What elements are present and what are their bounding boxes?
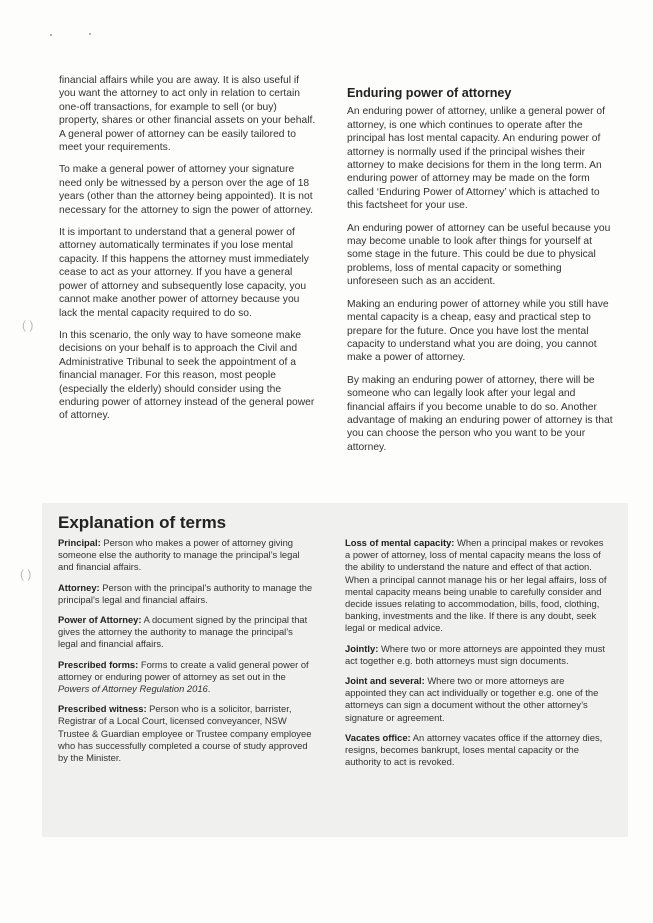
scan-speck — [89, 33, 91, 35]
term-label: Joint and several: — [345, 675, 425, 687]
term-entry — [345, 732, 607, 769]
term-definition: Person who is a solicitor, barrister, Registrar of a Local Court, licensed conveyancer, NSW Trustee & Guardian employee or Trustee company employee who has successfully completed a course of study approved by the Minister. — [58, 703, 312, 764]
term-entry — [58, 537, 314, 574]
punch-hole-mark: ( ) — [20, 567, 32, 581]
paragraph: An enduring power of attorney can be useful because you may become unable to look after things for yourself at some stage in the future. This could be due to physical problems, loss of mental capacity or something unforeseen such as an accident. — [347, 222, 611, 288]
term-entry — [345, 643, 607, 667]
paragraph: Making an enduring power of attorney while you still have mental capacity is a cheap, easy and practical step to prepare for the future. Once you have lost the mental capacity to understand what you are doing, you cannot make a power of attorney. — [347, 298, 609, 364]
paragraph: In this scenario, the only way to have someone make decisions on your behalf is to approach the Civil and Administrative Tribunal to seek the appointment of a financial manager. For this reason, most people (especially the elderly) should consider using the enduring power of attorney instead of the general power of attorney. — [59, 329, 315, 422]
left-text-column — [59, 74, 317, 432]
term-label: Power of Attorney: — [58, 614, 142, 626]
term-label: Prescribed forms: — [58, 658, 139, 670]
term-entry — [345, 537, 607, 635]
term-definition: An attorney vacates office if the attorney dies, resigns, becomes bankrupt, loses mental capacity or the authority to act is revoked. — [345, 731, 603, 768]
terms-left-column — [58, 537, 314, 772]
term-entry — [58, 582, 314, 606]
explanation-of-terms-box — [42, 503, 628, 837]
terms-right-column — [345, 537, 607, 776]
section-heading: Enduring power of attorney — [347, 86, 512, 100]
paragraph: To make a general power of attorney your signature need only be witnessed by a person over the age of 18 years (other than the attorney being appointed). It is not necessary for the attorney to sign the power of attorney. — [59, 164, 313, 216]
term-entry — [58, 614, 314, 651]
term-definition: Person who makes a power of attorney giving someone else the authority to manage the principal’s legal and financial affairs. — [58, 537, 300, 573]
term-entry — [345, 675, 607, 724]
term-entry — [58, 703, 314, 764]
paragraph: It is important to understand that a general power of attorney automatically terminates if you lose mental capacity. If this happens the attorney must immediately cease to act as your attorney. If you have a general power of attorney and subsequently lose capacity, you cannot make another power of attorney because you lack the mental capacity required to do so. — [59, 227, 309, 319]
terms-title: Explanation of terms — [58, 513, 227, 532]
scan-speck — [50, 34, 52, 36]
paragraph: By making an enduring power of attorney, there will be someone who can legally look after your legal and financial affairs if you become unable to do so. Another advantage of making an enduring power of attorney is that you can choose the person who you want to be your attorney. — [347, 374, 613, 453]
term-punctuation: . — [207, 683, 211, 695]
paragraph: financial affairs while you are away. It is also useful if you want the attorney to act only in relation to certain one-off transactions, for example to sell (or buy) property, shares or other financial assets on your behalf. A general power of attorney can be easily tailored to meet your requirements. — [59, 75, 316, 154]
term-definition: Person with the principal’s authority to manage the principal’s legal and financial affairs. — [58, 581, 313, 605]
term-label: Loss of mental capacity: — [345, 537, 455, 548]
term-label: Prescribed witness: — [58, 703, 147, 715]
paragraph: An enduring power of attorney, unlike a general power of attorney, is one which continues to operate after the principal has lost mental capacity. An enduring power of attorney is normally used if the principal wishes their attorney to make decisions for them in the long term. An enduring power of attorney may be made on the form called ‘Enduring Power of Attorney’ which is attached to this factsheet for your use. — [347, 106, 605, 212]
punch-hole-mark: ( ) — [22, 318, 34, 332]
term-label: Vacates office: — [345, 731, 411, 743]
term-entry — [58, 659, 314, 696]
term-definition: Where two or more attorneys are appointed they can act individually or together e.g. one of the attorneys can sign a document without the other attorney’s signature or agreement. — [345, 675, 599, 723]
term-label: Jointly: — [345, 642, 379, 654]
term-definition: Forms to create a valid general power of attorney or enduring power of attorney as set out in the — [58, 658, 309, 682]
regulation-title: Powers of Attorney Regulation 2016 — [58, 683, 208, 695]
term-label: Attorney: — [58, 581, 100, 593]
right-text-column — [347, 87, 613, 463]
term-definition: When a principal makes or revokes a power of attorney, loss of mental capacity means the loss of the ability to understand the nature and effect of that action. When a principal cannot manage his or her legal affairs, loss of mental capacity means being unable to carefully consider and decide issues relating to accommodation, bills, food, clothing, banking, investments and the like. If there is any doubt, seek legal or medical advice. — [345, 537, 607, 634]
term-definition: Where two or more attorneys are appointed they must act together e.g. both attorneys must sign documents. — [345, 642, 606, 666]
term-definition: A document signed by the principal that gives the attorney the authority to manage the principal’s legal and financial affairs. — [58, 614, 308, 650]
term-label: Principal: — [58, 537, 101, 548]
